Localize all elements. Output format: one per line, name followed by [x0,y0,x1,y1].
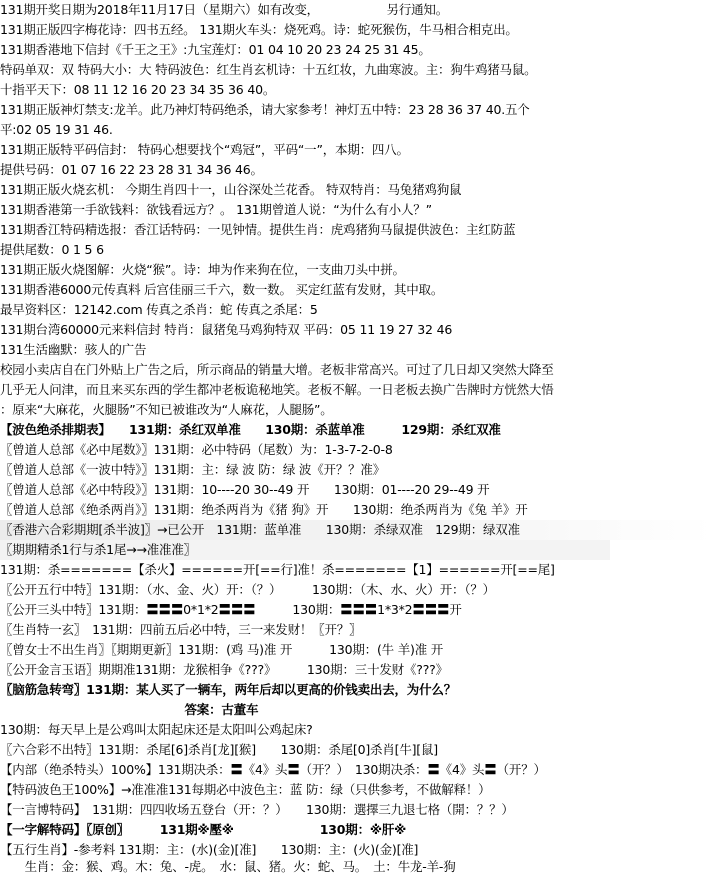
line-three-heads: 〖公开三头中特〗131期：〓〓〓0*1*2〓〓〓 130期：〓〓〓1*3*2〓〓〓开 [0,602,462,617]
line-humor-2: 几乎无人问津，而且来买东西的学生都冲老板诡秘地笑。老板不解。一日老板去换广告牌时方恍然大悟 [0,382,554,397]
line-kill-row-tail: 〖期期精杀1行与杀1尾→→准准准〗 [0,540,610,560]
line-golden-words: 〖公开金言玉语〗期期准131期：龙猴相争《???》 130期：三十发财《???》 [0,662,448,677]
line-five-elements-zodiac: 【五行生肖】-参考料 131期：主：(水)(金)[准] 130期：主：(火)(金)[准] [0,842,419,857]
line-first-hand: 131期香港第一手欲钱料：欲钱看远方？。 131期曾道人说：“为什么有小人？” [0,202,432,217]
line-must-range: 〖曾道人总部《必中特段》〗131期：10----20 30--49 开 130期：01----20 29--49 开 [0,482,490,497]
line-hk-envelope: 131期香港地下信封《千王之王》:九宝莲灯：01 04 10 20 23 24 25 31 45。 [0,42,431,57]
line-color-king: 【特码波色王100%】→准准准131每期必中波色主：蓝 防：绿（只供参考，不做解释！） [0,782,491,797]
line-magic-lamp-flat: 平:02 05 19 31 46. [0,122,113,137]
line-humor-3: ：原来“大麻花，火腿肠”不知已被谁改为“人麻花，人腿肠”。 [0,402,333,417]
line-envelope-clue: 131期正版特平码信封： 特码心想要找个“鸡冠”，平码“一”，本期：四八。 [0,142,409,157]
line-earliest-info: 最早资料区：12142.com 传真之杀肖：蛇 传真之杀尾：5 [0,302,318,317]
line-no-special: 〖六合彩不出特〗131期：杀尾[6]杀肖[龙][猴] 130期：杀尾[0]杀肖[牛][鼠] [0,742,438,757]
line-special-attrs: 特码单双：双 特码大小：大 特码波色：红生肖玄机诗：十五红妆，九曲寒波。主：狗牛鸡猪马鼠。 [0,62,537,77]
line-tail-digits: 提供尾数：0 1 5 6 [0,242,104,257]
line-must-tail: 〖曾道人总部《必中尾数》〗131期：必中特码（尾数）为：1-3-7-2-0-8 [0,442,393,457]
line-one-word: 【一言博特码】 131期：四四收场五登台（开：？） 130期：選擇三九退七格（開：？？） [0,802,514,817]
line-fire-mystery: 131期正版火烧玄机： 今期生肖四十一，山谷深处兰花香。 特双特肖：马兔猪鸡狗鼠 [0,182,462,197]
line-humor-1: 校园小卖店自在门外贴上广告之后，所示商品的销量大增。老板非常高兴。可过了几日却又突然大降至 [0,362,554,377]
line-zodiac-mystery: 〖生肖特一玄〗 131期：四前五后必中特，三一来发财！〖开？〗 [0,622,362,637]
line-internal-kill: 【内部（绝杀特头）100%】131期决杀：〓《4》头〓（开？） 130期决杀：〓《4》头〓（开？） [0,762,546,777]
line-kill-half-wave: 〖香港六合彩期期[杀半波]〗→已公开 131期：蓝单准 130期：杀绿双准 129期：绿双准 [0,520,713,540]
line-answer: 答案：古董车 [0,702,259,717]
line-one-wave: 〖曾道人总部《一波中特》〗131期：主：绿 波 防：绿 波《开？？准》 [0,462,386,477]
line-ten-fingers: 十指平天下：08 11 12 16 20 23 34 35 36 40。 [0,82,276,97]
line-kill-two-zodiac: 〖曾道人总部《绝杀两肖》〗131期：绝杀两肖为《猪 狗》开 130期：绝杀两肖为《兔 羊》开 [0,502,528,517]
line-taiwan-envelope: 131期台湾60000元来料信封 特肖：鼠猪兔马鸡狗特双 平码：05 11 19 27 32 46 [0,322,453,337]
line-humor-title: 131生活幽默：骇人的广告 [0,342,147,357]
line-xiangjiang: 131期香江特码精选报：香江话特码：一见钟情。提供生肖：虎鸡猪狗马鼠提供波色：主红防蓝 [0,222,516,237]
line-kill-fire: 131期：杀=======【杀火】======开[==行]准！杀=======【1】======开[==尾] [0,562,555,577]
line-plum-poem: 131期正版四字梅花诗：四书五经。 131期火车头：烧死鸡。诗：蛇死猴伤，牛马相合相克出。 [0,22,518,37]
line-zodiac-mapping: 生肖：金：猴、鸡。木：兔、-虎。 水：鼠、猪。火：蛇、马。 土：牛龙-羊-狗 [0,859,456,874]
line-magic-lamp: 131期正版神灯禁支:龙羊。此乃神灯特码绝杀，请大家参考！神灯五中特：23 28 36 37 40.五个 [0,102,530,117]
line-ms-zeng: 〖曾女士不出生肖〗〖期期更新〗131期：(鸡 马)准 开 130期：(牛 羊)准 开 [0,642,444,657]
line-color-kill-table: 【波色绝杀排期表】 131期：杀红双单准 130期：杀蓝单准 129期：杀红双准 [0,422,501,437]
line-draw-date: 131期开奖日期为2018年11月17日（星期六）如有改变， 另行通知。 [0,2,449,17]
line-hk-fax: 131期香港6000元传真料 后宫佳丽三千六，数一数。 买定红蓝有发财，其中取。 [0,282,444,297]
line-one-char: 【一字解特码】〖原创〗 131期※壓※ 130期：※肝※ [0,822,407,837]
line-fire-diagram: 131期正版火烧图解：火烧“猴”。诗：坤为作来狗在位，一支曲刀头中拼。 [0,262,405,277]
line-rooster-question: 130期：每天早上是公鸡叫太阳起床还是太阳叫公鸡起床? [0,722,313,737]
line-five-elements: 〖公开五行中特〗131期：（水、金、火）开：（？） 130期：（木、水、火）开：（？） [0,582,495,597]
line-brain-teaser: 〖脑筋急转弯〗131期：某人买了一辆车，两年后却以更高的价钱卖出去，为什么？ [0,682,456,697]
line-provided-numbers: 提供号码：01 07 16 22 23 28 31 34 36 46。 [0,162,263,177]
